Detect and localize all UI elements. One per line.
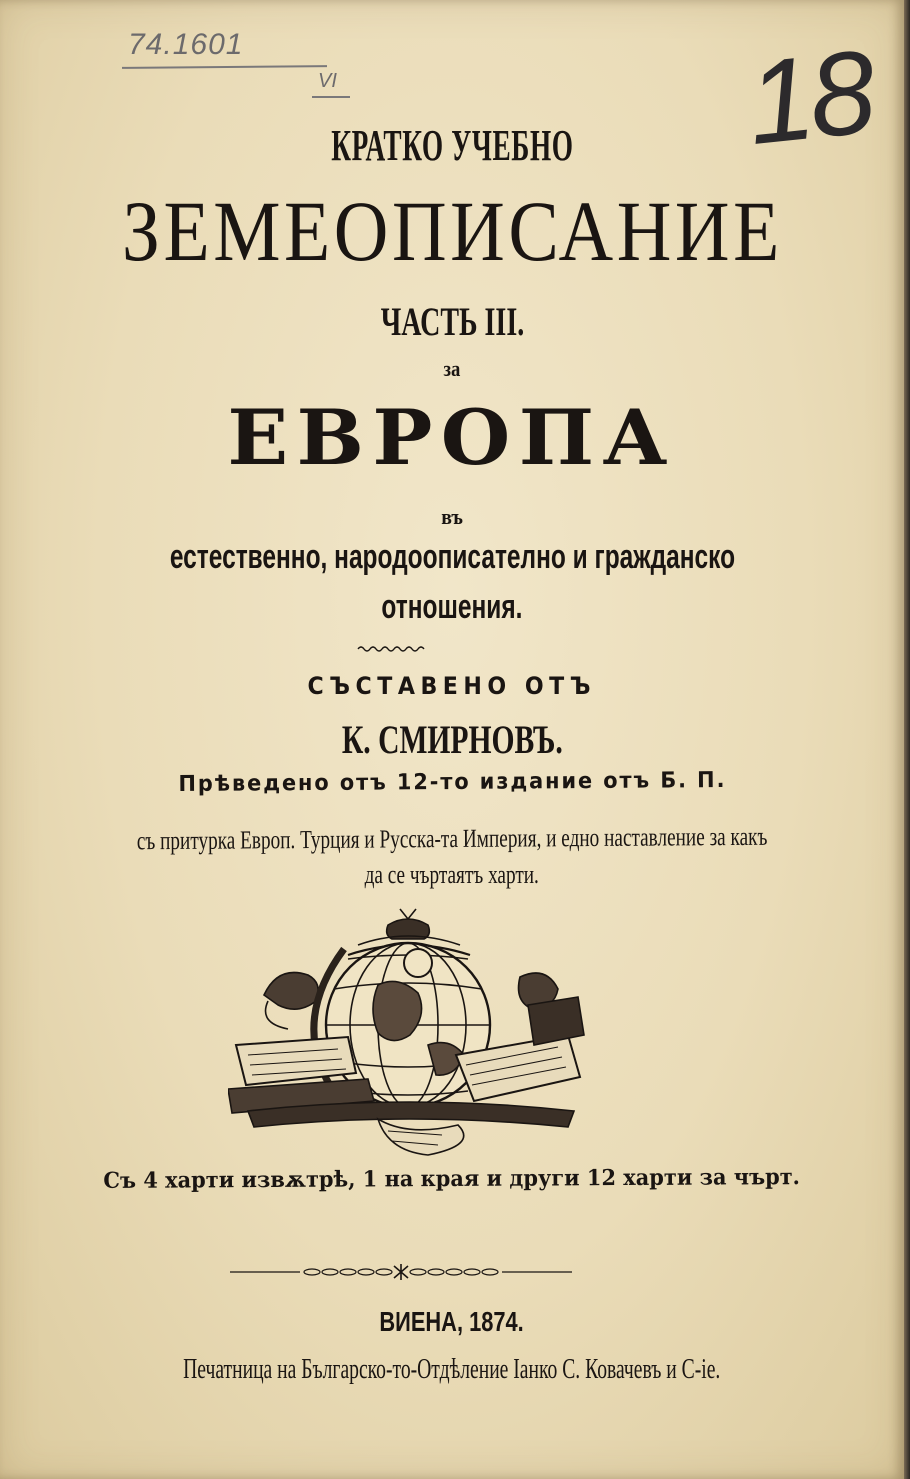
supplement-row-2 (0, 860, 904, 890)
subject-row (0, 393, 904, 482)
description-row-2 (0, 588, 904, 627)
supplement-row-1 (0, 821, 904, 856)
main-title-row (0, 183, 904, 279)
city-year-row (0, 1306, 904, 1338)
printer-row (0, 1354, 904, 1386)
subject-title: ЕВРОПА (227, 393, 677, 482)
supplement-line-1: съ притурка Европ. Турция и Русска-та Империя, и едно наставление за какъ (136, 821, 768, 856)
supplement-line-2: да се чъртаятъ харти. (364, 860, 540, 889)
author-name: К. СМИРНОВЪ. (341, 717, 563, 762)
printer-imprint: Печатница на Българско-то-Отдѣление Іанко С. Ковачевъ и С-іе. (183, 1354, 721, 1385)
vu-label: въ (441, 504, 463, 529)
title-line-1: КРАТКО УЧЕБНО (330, 121, 574, 170)
globe-books-vignette (228, 905, 588, 1160)
main-title: ЗЕМЕОПИСАНИЕ (121, 183, 783, 279)
description-line-2: отношения. (381, 588, 523, 626)
shelf-mark: 74.1601 (128, 28, 244, 61)
maps-note: Съ 4 харти извѫтрѣ, 1 на края и други 12 харти за чърт. (103, 1164, 801, 1194)
compiled-by-label: СЪСТАВЕНО ОТЪ (307, 672, 597, 700)
book-spine-edge (904, 0, 910, 1479)
shelf-mark-underline (122, 65, 327, 69)
ornamental-rule (230, 1264, 572, 1280)
volume-mark-underline (312, 96, 350, 98)
handwritten-page-number: 18 (741, 25, 878, 171)
maps-note-row (0, 1166, 904, 1192)
author-row (0, 716, 904, 763)
wavy-rule-divider (356, 644, 426, 654)
part-row (0, 298, 904, 345)
compiled-by-row (0, 672, 904, 700)
part-label: ЧАСТЬ III. (380, 299, 524, 344)
za-row (0, 356, 904, 382)
city-year: ВИЕНА, 1874. (379, 1306, 525, 1337)
vu-row (0, 504, 904, 530)
title-line-1-row (0, 120, 904, 171)
volume-mark: VI (318, 70, 337, 92)
translated-note: Прѣведено отъ 12-то издание отъ Б. П. (177, 767, 727, 798)
za-label: за (443, 356, 461, 381)
description-line-1: естественно, народоописателно и гражданско (169, 538, 735, 576)
translated-row (0, 767, 904, 798)
description-row-1 (0, 538, 904, 577)
